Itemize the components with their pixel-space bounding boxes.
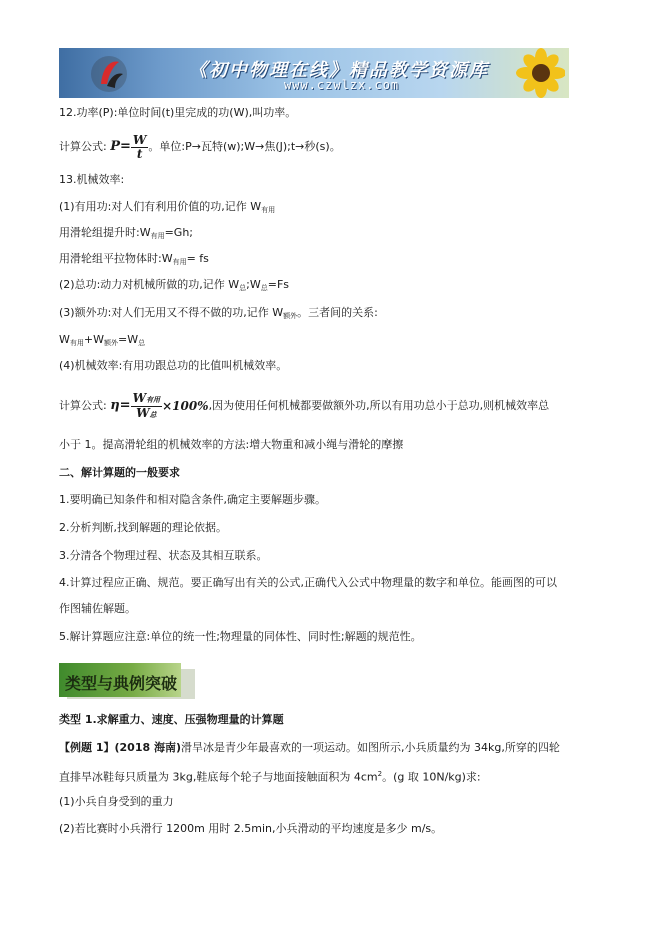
text-line-efficiency-improve: 小于 1。提高滑轮组的机械效率的方法:增大物重和减小绳与滑轮的摩擦 (59, 438, 404, 451)
fraction-denominator (134, 407, 158, 421)
formula-symbol-eta: η (110, 398, 120, 413)
relation-w: W (59, 333, 70, 346)
text-line-efficiency-def: (4)机械效率:有用功跟总功的比值叫机械效率。 (59, 359, 288, 372)
pulley-horizontal-formula: = fs (186, 252, 209, 265)
subscript: 有用 (69, 339, 84, 347)
text-line-total-work (59, 277, 289, 296)
example-tag: 【例题 1】 (59, 741, 115, 754)
subscript: 有用 (172, 258, 187, 266)
text-line-extra-work (59, 305, 378, 324)
subscript: 额外 (103, 339, 118, 347)
denominator-w: W (136, 405, 150, 420)
subscript: 总 (149, 409, 157, 419)
text-line-work-relation (59, 332, 145, 351)
example-text: 直排旱冰鞋每只质量为 3kg,鞋底每个轮子与地面接触面积为 4cm (59, 770, 378, 784)
section-heading-requirements: 二、解计算题的一般要求 (59, 466, 180, 479)
relation-equals: =W (117, 333, 139, 346)
total-work-text: (2)总功:动力对机械所做的功,记作 W (59, 278, 240, 291)
unit-text: 。单位:P→瓦特(w);W→焦(J);t→秒(s)。 (148, 140, 341, 153)
subscript: 额外 (283, 312, 298, 320)
requirement-5: 5.解计算题应注意:单位的统一性;物理量的同体性、同时性;解题的规范性。 (59, 630, 422, 643)
pulley-lift-text: 用滑轮组提升时:W (59, 226, 151, 239)
requirement-2: 2.分析判断,找到解题的理论依据。 (59, 521, 227, 534)
formula-equals: = (120, 139, 131, 154)
section-header-title: 类型与典例突破 (65, 674, 178, 693)
logo-icon (89, 54, 129, 94)
text-line-pulley-horizontal (59, 251, 209, 270)
requirement-1: 1.要明确已知条件和相对隐含条件,确定主要解题步骤。 (59, 493, 326, 506)
text-line-power-def: 12.功率(P):单位时间(t)里完成的功(W),叫功率。 (59, 106, 297, 119)
example-line-1 (59, 740, 560, 756)
requirement-4: 4.计算过程应正确、规范。要正确写出有关的公式,正确代入公式中物理量的数字和单位。能画图的可以 (59, 576, 557, 589)
subscript: 有用 (261, 206, 276, 214)
formula-percent: ×100% (162, 399, 209, 413)
banner-title: 《初中物理在线》精品教学资源库 (189, 60, 489, 81)
example-source: (2018 海南) (114, 741, 181, 754)
example-text-end: 。(g 取 10N/kg)求: (382, 770, 481, 784)
efficiency-fraction (131, 392, 162, 421)
fraction-numerator: W (132, 132, 147, 147)
formula-label: 计算公式: (59, 140, 107, 153)
text-line-efficiency-formula (59, 391, 549, 421)
efficiency-explanation: ,因为使用任何机械都要做额外功,所以有用功总小于总功,则机械效率总 (208, 399, 550, 412)
pulley-horizontal-text: 用滑轮组平拉物体时:W (59, 252, 173, 265)
extra-work-post: 。三者间的关系: (297, 306, 378, 319)
numerator-w: W (132, 390, 147, 405)
subscript: 有用 (146, 394, 161, 404)
fraction-numerator (131, 392, 162, 407)
banner-url: www.czwlzx.com (284, 78, 400, 92)
requirement-3: 3.分清各个物理过程、状态及其相互联系。 (59, 549, 268, 562)
text-line-power-formula (59, 133, 341, 161)
useful-work-text: (1)有用功:对人们有利用价值的功,记作 W (59, 200, 262, 213)
subscript: 总 (239, 284, 247, 292)
relation-plus: +W (83, 333, 104, 346)
section-header-banner (59, 661, 187, 701)
subscript: 总 (138, 339, 146, 347)
text-line-useful-work (59, 199, 275, 218)
formula-symbol-p: P (110, 139, 120, 154)
type1-title: 类型 1.求解重力、速度、压强物理量的计算题 (59, 713, 284, 726)
pulley-lift-formula: =Gh; (164, 226, 194, 239)
superscript: 2 (377, 770, 383, 778)
formula-equals: = (119, 398, 131, 413)
total-work-formula: =Fs (267, 278, 290, 291)
example-line-2 (59, 766, 481, 786)
text-line-efficiency-heading: 13.机械效率: (59, 173, 125, 186)
fraction-denominator: t (136, 146, 143, 161)
requirement-4-cont: 作图辅佐解题。 (59, 602, 136, 615)
example-text: 滑旱冰是青少年最喜欢的一项运动。如图所示,小兵质量约为 34kg,所穿的四轮 (180, 741, 560, 754)
formula-label: 计算公式: (59, 399, 107, 412)
text-line-pulley-lift (59, 225, 193, 244)
total-work-mid: ;W (246, 278, 261, 291)
subscript: 有用 (150, 232, 165, 240)
power-fraction (131, 134, 148, 161)
sunflower-icon (505, 48, 565, 98)
subscript: 总 (260, 284, 268, 292)
extra-work-text: (3)额外功:对人们无用又不得不做的功,记作 W (59, 306, 284, 319)
header-banner (59, 48, 569, 98)
example-question-2: (2)若比赛时小兵滑行 1200m 用时 2.5min,小兵滑动的平均速度是多少 m/s。 (59, 822, 443, 835)
example-question-1: (1)小兵自身受到的重力 (59, 795, 174, 808)
